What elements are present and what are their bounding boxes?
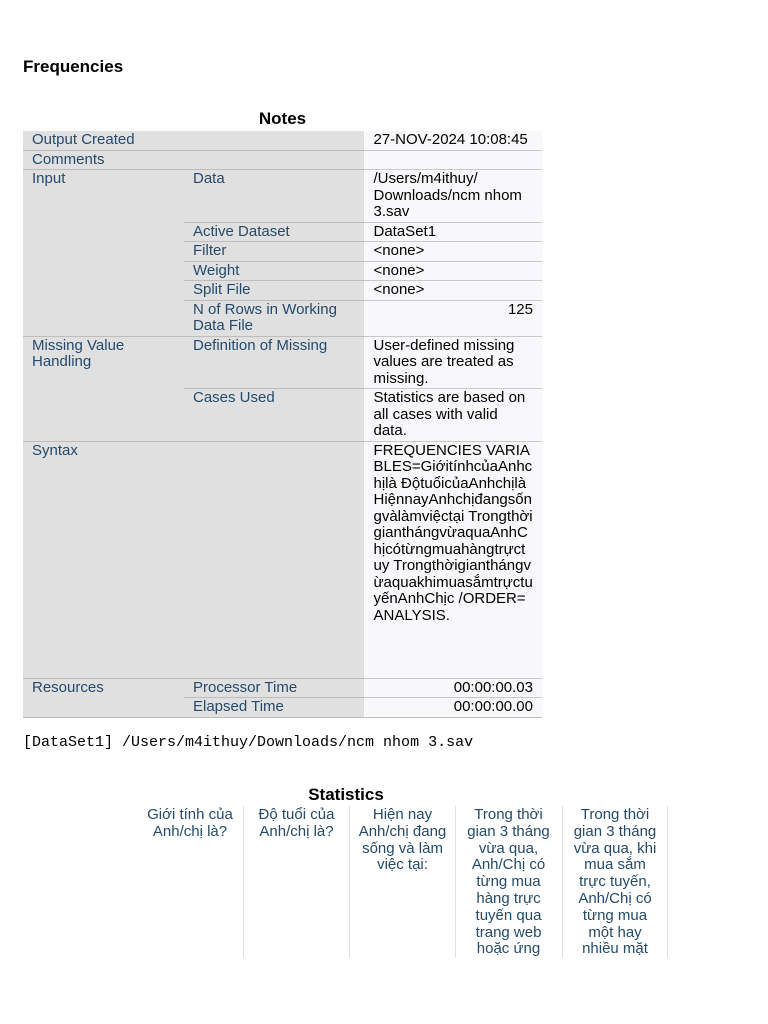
statistics-column-header: Hiện nay Anh/chị đang sống và làm việc tại: xyxy=(349,806,455,958)
statistics-table-header xyxy=(23,806,669,958)
comments-value xyxy=(364,150,542,170)
data-value: /Users/m4ithuy/ Downloads/ncm nhom 3.sav xyxy=(364,170,542,223)
comments-label: Comments xyxy=(23,150,364,170)
n-rows-label: N of Rows in Working Data File xyxy=(184,300,364,336)
statistics-table-title: Statistics xyxy=(308,785,384,804)
statistics-column-header: Độ tuổi của Anh/chị là? xyxy=(243,806,349,958)
missing-value-handling-label: Missing Value Handling xyxy=(23,336,184,441)
syntax-label: Syntax xyxy=(23,441,364,678)
filter-label: Filter xyxy=(184,242,364,262)
table-row xyxy=(23,150,542,170)
n-rows-value: 125 xyxy=(364,300,542,336)
output-created-value: 27-NOV-2024 10:08:45 xyxy=(364,131,542,150)
filter-value: <none> xyxy=(364,242,542,262)
notes-table-title: Notes xyxy=(258,109,307,128)
notes-table xyxy=(23,131,542,718)
page-title: Frequencies xyxy=(23,57,124,76)
statistics-column-header: Giới tính của Anh/chị là? xyxy=(147,806,233,840)
statistics-column-header: Trong thời gian 3 tháng vừa qua, Anh/Chị có từng mua hàng trực tuyến qua trang web hoặc ứng xyxy=(455,806,561,958)
elapsed-time-value: 00:00:00.00 xyxy=(364,698,542,718)
processor-time-label: Processor Time xyxy=(184,678,364,698)
active-dataset-value: DataSet1 xyxy=(364,222,542,242)
elapsed-time-label: Elapsed Time xyxy=(184,698,364,718)
table-row xyxy=(23,131,542,150)
weight-label: Weight xyxy=(184,261,364,281)
table-row xyxy=(23,170,542,223)
definition-of-missing-value: User-defined missing values are treated as missing. xyxy=(364,336,542,389)
table-row xyxy=(23,336,542,389)
data-label: Data xyxy=(184,170,364,223)
statistics-stub-header xyxy=(23,806,137,958)
table-row xyxy=(23,441,542,678)
syntax-value: FREQUENCIES VARIABLES=GiớitínhcủaAnhchịlà ĐộtuổicủaAnhchịlà HiệnnayAnhchịđangsốngvàlàmviệctại TrongthờigianthángvừaquaAnhChịcótừngmuahàngtrựctuy TrongthờigianthángvừaquakhimuasắmtrựctuyếnAnhChịc /ORDER=ANALYSIS. xyxy=(364,441,542,678)
cases-used-label: Cases Used xyxy=(184,389,364,442)
split-file-value: <none> xyxy=(364,281,542,301)
active-dataset-label: Active Dataset xyxy=(184,222,364,242)
cases-used-value: Statistics are based on all cases with valid data. xyxy=(364,389,542,442)
definition-of-missing-label: Definition of Missing xyxy=(184,336,364,389)
processor-time-value: 00:00:00.03 xyxy=(364,678,542,698)
output-created-label: Output Created xyxy=(23,131,364,150)
table-row xyxy=(23,678,542,698)
weight-value: <none> xyxy=(364,261,542,281)
active-dataset-path: [DataSet1] /Users/m4ithuy/Downloads/ncm nhom 3.sav xyxy=(23,734,474,751)
split-file-label: Split File xyxy=(184,281,364,301)
statistics-column-header: Trong thời gian 3 tháng vừa qua, khi mua sắm trực tuyến, Anh/Chị có từng mua một hay nhiều mặt xyxy=(562,806,668,958)
resources-label: Resources xyxy=(23,678,184,717)
input-label: Input xyxy=(23,170,184,337)
